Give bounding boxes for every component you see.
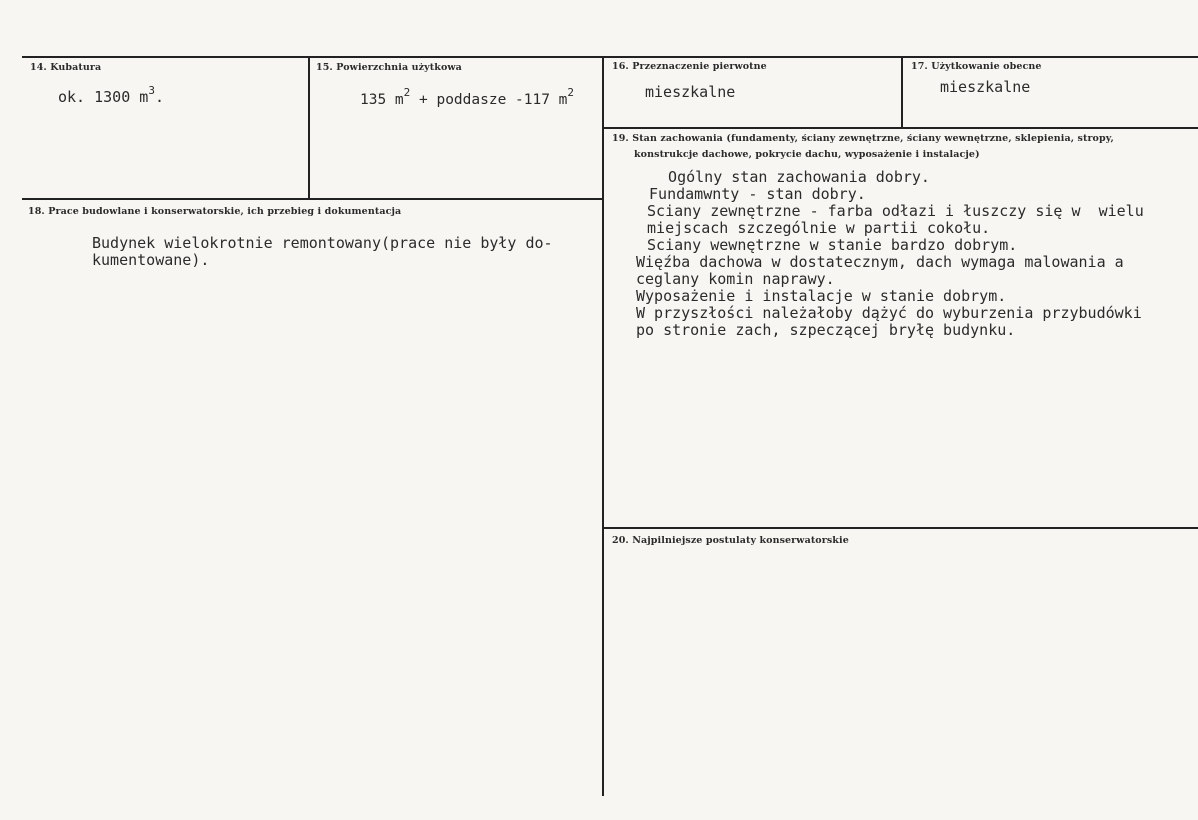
field-14-value: ok. 1300 $m^3$. — [58, 84, 164, 106]
field-17-label: 17. Użytkowanie obecne — [911, 61, 1042, 72]
field-16-label: 16. Przeznaczenie pierwotne — [612, 61, 767, 72]
field-15-value: 135 $m^2$ + poddasze -117 $m^2$ — [360, 86, 575, 108]
field-19-line: W przyszłości należałoby dążyć do wyburzenia przybudówki — [636, 304, 1142, 322]
field-19-line: Ogólny stan zachowania dobry. — [650, 168, 930, 186]
field-14-label: 14. Kubatura — [30, 62, 102, 73]
divider-14-15 — [308, 56, 310, 198]
field-19-line: Więźba dachowa w dostatecznym, dach wymaga malowania a — [636, 253, 1124, 271]
divider-16-17 — [901, 56, 903, 128]
field-19-label-line2: konstrukcje dachowe, pokrycie dachu, wyposażenie i instalacje) — [634, 149, 980, 160]
field-19-line: Wyposażenie i instalacje w stanie dobrym. — [636, 287, 1007, 305]
field-19-line: Sciany wewnętrzne w stanie bardzo dobrym. — [638, 236, 1018, 254]
rule-right-bottom — [604, 527, 1198, 529]
top-rule — [22, 56, 1198, 58]
field-19-text — [636, 169, 1144, 339]
field-18-line: kumentowane). — [92, 251, 210, 269]
field-19-line: ceglany komin naprawy. — [636, 270, 835, 288]
field-19-line: Fundamwnty - stan dobry. — [640, 185, 866, 203]
field-20-label: 20. Najpilniejsze postulaty konserwatorskie — [612, 535, 849, 546]
field-18-label: 18. Prace budowlane i konserwatorskie, ich przebieg i dokumentacja — [28, 206, 402, 217]
field-16-value: mieszkalne — [645, 83, 736, 101]
field-19-line: Sciany zewnętrzne - farba odłazi i łuszczy się w wielu — [638, 202, 1144, 220]
rule-left-mid — [22, 198, 604, 200]
field-19-line: po stronie zach, szpeczącej bryłę budynku. — [636, 321, 1016, 339]
main-vertical-divider — [602, 56, 604, 796]
field-19-line: miejscach szczególnie w partii cokołu. — [638, 219, 991, 237]
rule-right-top — [604, 127, 1198, 129]
field-19-label-line1: 19. Stan zachowania (fundamenty, ściany zewnętrzne, ściany wewnętrzne, sklepienia, stropy, — [612, 133, 1114, 144]
field-17-value: mieszkalne — [940, 78, 1031, 96]
field-18-line: Budynek wielokrotnie remontowany(prace nie były do- — [92, 234, 553, 252]
field-18-text — [92, 235, 553, 269]
field-15-label: 15. Powierzchnia użytkowa — [316, 62, 462, 73]
